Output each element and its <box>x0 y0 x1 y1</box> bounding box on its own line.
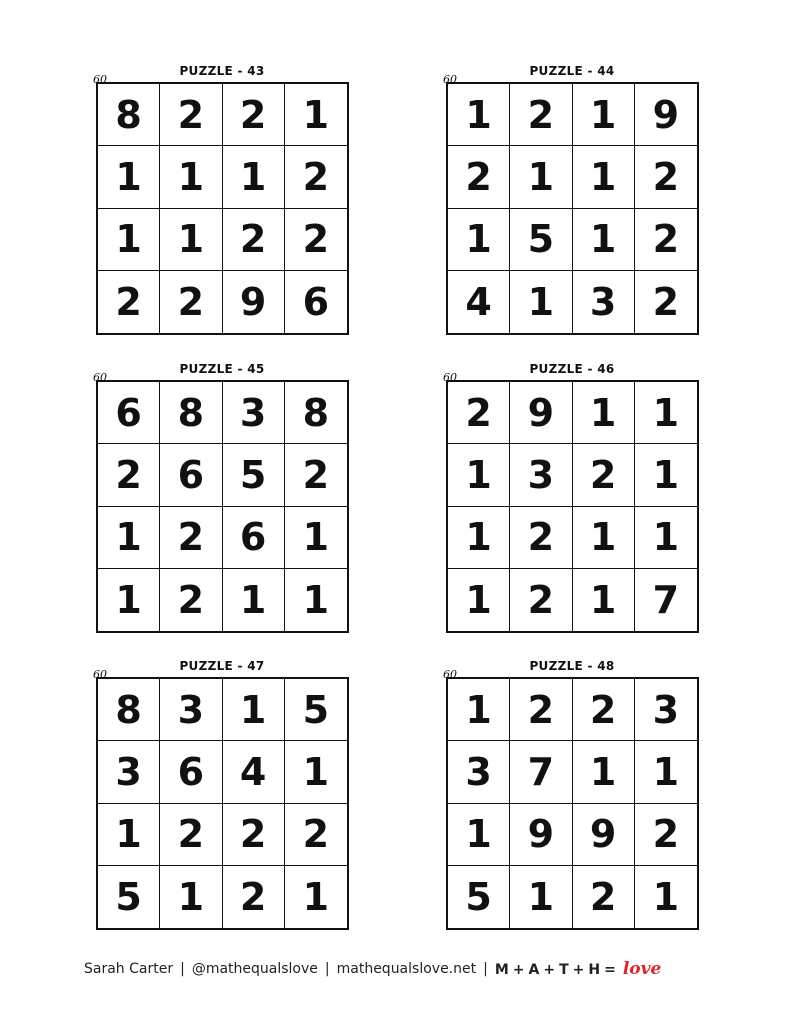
grid-cell: 6 <box>160 444 222 506</box>
grid-cell: 5 <box>285 679 347 741</box>
grid-cell: 6 <box>160 741 222 803</box>
puzzle-title: PUZZLE - 47 <box>179 659 265 673</box>
puzzle-card <box>93 362 351 637</box>
puzzle-grid <box>446 380 699 633</box>
grid-cell: 9 <box>223 271 285 333</box>
grid-cell: 1 <box>510 146 572 208</box>
grid-cell: 1 <box>98 146 160 208</box>
grid-cell: 1 <box>448 84 510 146</box>
grid-cell: 1 <box>635 741 697 803</box>
grid-cell: 2 <box>573 679 635 741</box>
grid-cell: 1 <box>223 569 285 631</box>
grid-cell: 2 <box>160 804 222 866</box>
grid-cell: 1 <box>573 209 635 271</box>
grid-cell: 2 <box>223 804 285 866</box>
grid-cell: 2 <box>510 569 572 631</box>
grid-cell: 1 <box>573 741 635 803</box>
grid-cell: 2 <box>448 382 510 444</box>
grid-cell: 5 <box>223 444 285 506</box>
grid-cell: 4 <box>223 741 285 803</box>
grid-cell: 3 <box>510 444 572 506</box>
footer-separator: | <box>483 961 488 977</box>
grid-cell: 8 <box>160 382 222 444</box>
footer-separator: | <box>324 961 330 977</box>
grid-cell: 2 <box>160 84 222 146</box>
grid-cell: 1 <box>160 209 222 271</box>
grid-cell: 2 <box>635 804 697 866</box>
grid-cell: 2 <box>223 84 285 146</box>
grid-cell: 2 <box>285 444 347 506</box>
grid-cell: 5 <box>98 866 160 928</box>
grid-cell: 7 <box>652 577 680 622</box>
footer-website: mathequalslove.net <box>336 961 477 977</box>
logo-letter: T <box>559 962 570 978</box>
footer-author: Sarah Carter <box>84 961 174 977</box>
grid-cell: 2 <box>573 866 635 928</box>
logo-plus: + <box>572 962 586 978</box>
logo-plus: + <box>512 962 526 978</box>
grid-cell: 3 <box>223 382 285 444</box>
target-number: 60 <box>93 668 107 681</box>
puzzle-card <box>443 659 701 934</box>
grid-cell: 3 <box>98 741 160 803</box>
logo-plus: + <box>543 962 557 978</box>
grid-cell: 8 <box>285 382 347 444</box>
footer-handle: @mathequalslove <box>191 961 318 977</box>
target-number: 60 <box>443 668 457 681</box>
grid-cell: 1 <box>510 271 572 333</box>
grid-cell: 5 <box>510 209 572 271</box>
logo-letter: H <box>588 962 602 978</box>
grid-cell: 1 <box>160 866 222 928</box>
grid-cell: 1 <box>573 507 635 569</box>
grid-cell: 9 <box>635 84 697 146</box>
grid-cell: 3 <box>635 679 697 741</box>
grid-cell: 9 <box>510 804 572 866</box>
puzzle-grid <box>446 677 699 930</box>
math-love-logo <box>495 959 662 979</box>
footer <box>84 957 661 981</box>
grid-cell: 1 <box>573 146 635 208</box>
grid-cell: 2 <box>285 804 347 866</box>
logo-equals: = <box>604 962 617 978</box>
grid-cell: 1 <box>285 507 347 569</box>
grid-cell: 1 <box>98 209 160 271</box>
grid-cell: 1 <box>448 507 510 569</box>
logo-letter: A <box>528 962 541 978</box>
puzzle-card <box>93 659 351 934</box>
grid-cell: 8 <box>98 84 160 146</box>
logo-letter: M <box>494 962 510 978</box>
grid-cell: 2 <box>223 209 285 271</box>
grid-cell: 7 <box>510 741 572 803</box>
grid-cell: 1 <box>223 146 285 208</box>
grid-cell: 2 <box>510 84 572 146</box>
grid-cell: 1 <box>285 84 347 146</box>
grid-cell: 1 <box>573 569 635 631</box>
grid-cell: 1 <box>510 866 572 928</box>
grid-cell: 2 <box>510 679 572 741</box>
grid-cell: 5 <box>448 866 510 928</box>
grid-cell: 1 <box>652 874 680 919</box>
grid-cell: 2 <box>573 444 635 506</box>
puzzle-grid <box>96 677 349 930</box>
grid-cell: 4 <box>448 271 510 333</box>
logo-love-word: love <box>622 959 662 979</box>
grid-cell: 2 <box>652 279 680 324</box>
grid-cell: 2 <box>98 271 160 333</box>
grid-cell: 3 <box>448 741 510 803</box>
grid-cell: 1 <box>98 569 160 631</box>
grid-cell: 8 <box>98 679 160 741</box>
grid-cell: 6 <box>98 382 160 444</box>
puzzle-title: PUZZLE - 46 <box>529 362 615 376</box>
puzzle-title: PUZZLE - 45 <box>179 362 265 376</box>
grid-cell: 1 <box>98 804 160 866</box>
grid-cell: 3 <box>160 679 222 741</box>
grid-cell: 2 <box>160 569 222 631</box>
grid-cell: 2 <box>160 271 222 333</box>
target-number: 60 <box>93 73 107 86</box>
puzzle-card <box>443 362 701 637</box>
grid-cell: 2 <box>510 507 572 569</box>
grid-cell: 1 <box>448 444 510 506</box>
puzzle-title: PUZZLE - 43 <box>179 64 265 78</box>
puzzle-grid <box>96 82 349 335</box>
grid-cell: 1 <box>635 507 697 569</box>
grid-cell: 1 <box>635 382 697 444</box>
puzzle-grid <box>96 380 349 633</box>
grid-cell: 2 <box>285 146 347 208</box>
grid-cell: 1 <box>448 569 510 631</box>
target-number: 60 <box>443 371 457 384</box>
grid-cell: 1 <box>448 804 510 866</box>
puzzle-card <box>443 64 701 339</box>
grid-cell: 1 <box>302 874 330 919</box>
grid-cell: 1 <box>160 146 222 208</box>
grid-cell: 1 <box>448 679 510 741</box>
grid-cell: 1 <box>573 382 635 444</box>
grid-cell: 9 <box>573 804 635 866</box>
grid-cell: 2 <box>223 866 285 928</box>
grid-cell: 1 <box>302 577 330 622</box>
grid-cell: 1 <box>223 679 285 741</box>
grid-cell: 2 <box>285 209 347 271</box>
grid-cell: 6 <box>223 507 285 569</box>
grid-cell: 2 <box>448 146 510 208</box>
grid-cell: 6 <box>302 279 330 324</box>
puzzle-title: PUZZLE - 48 <box>529 659 615 673</box>
grid-cell: 3 <box>573 271 635 333</box>
grid-cell: 1 <box>98 507 160 569</box>
grid-cell: 9 <box>510 382 572 444</box>
puzzle-title: PUZZLE - 44 <box>529 64 615 78</box>
grid-cell: 1 <box>573 84 635 146</box>
grid-cell: 1 <box>448 209 510 271</box>
footer-separator: | <box>180 961 185 977</box>
grid-cell: 1 <box>635 444 697 506</box>
grid-cell: 2 <box>160 507 222 569</box>
target-number: 60 <box>443 73 457 86</box>
target-number: 60 <box>93 371 107 384</box>
puzzle-card <box>93 64 351 339</box>
puzzle-grid <box>446 82 699 335</box>
grid-cell: 2 <box>98 444 160 506</box>
grid-cell: 2 <box>635 146 697 208</box>
grid-cell: 1 <box>285 741 347 803</box>
grid-cell: 2 <box>635 209 697 271</box>
